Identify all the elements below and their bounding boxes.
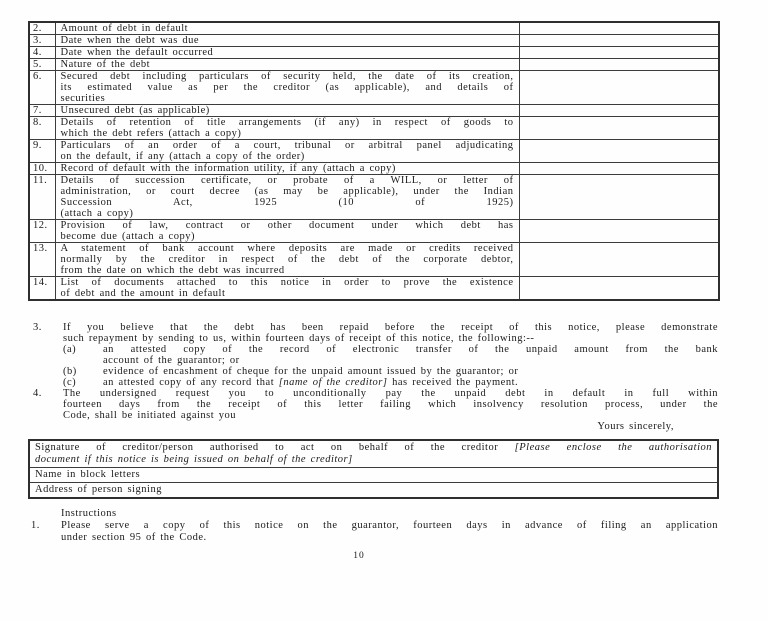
instruction-number: 1. — [31, 520, 40, 531]
value-cell — [519, 35, 719, 47]
table-row — [29, 47, 719, 59]
table-row — [29, 175, 719, 220]
paragraph-3 — [33, 322, 718, 388]
value-cell — [519, 47, 719, 59]
address-person-signing-cell: Address of person signing — [29, 483, 718, 499]
paragraph-4 — [33, 388, 718, 421]
signature-note-italic: document if this notice is being issued on behalf of the creditor] — [35, 454, 353, 465]
row-number: 2. — [29, 22, 55, 35]
subitem-b — [63, 366, 718, 377]
row-description: Unsecured debt (as applicable) — [55, 105, 519, 117]
row-number: 5. — [29, 59, 55, 71]
row-number: 3. — [29, 35, 55, 47]
table-row — [29, 59, 719, 71]
row-description: Provision of law, contract or other document under which debt has become due (attach a copy) — [55, 220, 519, 243]
table-row — [29, 440, 718, 468]
row-description: Nature of the debt — [55, 59, 519, 71]
subitem-c — [63, 377, 718, 388]
table-row — [29, 22, 719, 35]
row-description: Amount of debt in default — [55, 22, 519, 35]
name-block-letters-cell: Name in block letters — [29, 468, 718, 483]
value-cell — [519, 243, 719, 277]
subitem-b-text: evidence of encashment of cheque for the unpaid amount issued by the guarantor; or — [103, 366, 519, 377]
signature-table — [28, 439, 719, 499]
closing-salutation: Yours sincerely, — [597, 421, 674, 432]
instruction-1-text: Please serve a copy of this notice on the guarantor, fourteen days in advance of filing an application under section 95 of the Code. — [61, 520, 718, 543]
italic-placeholder: [name of the creditor] — [278, 377, 388, 388]
paragraph-3-text: If you believe that the debt has been repaid before the receipt of this notice, please demonstrate such repayment by sending to us, within fourteen days of receipt of this notice, the following:-- — [63, 322, 718, 344]
row-number: 7. — [29, 105, 55, 117]
row-description: Details of retention of title arrangements (if any) in respect of goods to which the debt refers (attach a copy) — [55, 117, 519, 140]
table-row — [29, 220, 719, 243]
row-description: Particulars of an order of a court, tribunal or arbitral panel adjudicating on the default, if any (attach a copy of the order) — [55, 140, 519, 163]
row-number: 14. — [29, 277, 55, 301]
row-number: 9. — [29, 140, 55, 163]
signature-label: Signature of creditor/person authorised to act on behalf of the creditor — [35, 442, 515, 453]
row-description: Date when the default occurred — [55, 47, 519, 59]
value-cell — [519, 140, 719, 163]
page-number: 10 — [353, 551, 365, 561]
row-number: 8. — [29, 117, 55, 140]
row-number: 6. — [29, 71, 55, 105]
row-number: 12. — [29, 220, 55, 243]
row-number: 13. — [29, 243, 55, 277]
value-cell — [519, 22, 719, 35]
table-row — [29, 140, 719, 163]
row-number: 10. — [29, 163, 55, 175]
table-row — [29, 163, 719, 175]
value-cell — [519, 175, 719, 220]
row-description: Date when the debt was due — [55, 35, 519, 47]
body-paragraphs — [33, 322, 718, 432]
subitem-label: (a) — [63, 344, 77, 355]
value-cell — [519, 117, 719, 140]
paragraph-4-text: The undersigned request you to unconditionally pay the unpaid debt in default in full within fourteen days from the receipt of this letter failing which insolvency resolution process, under the Code, shall be initiated against you — [63, 388, 718, 421]
table-row — [29, 105, 719, 117]
row-number: 4. — [29, 47, 55, 59]
value-cell — [519, 59, 719, 71]
value-cell — [519, 163, 719, 175]
table-row — [29, 117, 719, 140]
row-description: List of documents attached to this notice in order to prove the existence of debt and the amount in default — [55, 277, 519, 301]
subitem-c-text: an attested copy of any record that [name of the creditor] has received the payment. — [103, 377, 519, 388]
paragraph-number: 4. — [33, 388, 42, 399]
subitem-label: (c) — [63, 377, 77, 388]
subitem-label: (b) — [63, 366, 77, 377]
table-row — [29, 71, 719, 105]
table-row — [29, 277, 719, 301]
instructions-heading: Instructions — [61, 508, 117, 519]
instruction-1 — [31, 520, 718, 544]
subitem-a-text: an attested copy of the record of electronic transfer of the unpaid amount from the bank account of the guarantor; or — [103, 344, 718, 366]
table-row — [29, 483, 718, 499]
debt-particulars-table — [28, 21, 720, 301]
value-cell — [519, 220, 719, 243]
table-row — [29, 468, 718, 483]
row-description: A statement of bank account where deposits are made or credits received normally by the creditor in respect of the debt of the corporate debtor, from the date on which the debt was incurred — [55, 243, 519, 277]
subitem-a — [63, 344, 718, 366]
table-row — [29, 243, 719, 277]
row-description: Record of default with the information utility, if any (attach a copy) — [55, 163, 519, 175]
instructions-section — [31, 508, 718, 544]
value-cell — [519, 277, 719, 301]
paragraph-number: 3. — [33, 322, 42, 333]
row-description: Details of succession certificate, or probate of a WILL, or letter of administration, or court decree (as may be applicable), under the Indian Succession Act, 1925 (10 of 1925) (attach a copy) — [55, 175, 519, 220]
signature-note-italic: [Please enclose the authorisation — [514, 442, 712, 453]
signature-cell — [29, 440, 718, 468]
row-description: Secured debt including particulars of security held, the date of its creation, its estimated value as per the creditor (as applicable), and details of securities — [55, 71, 519, 105]
table-row — [29, 35, 719, 47]
value-cell — [519, 105, 719, 117]
value-cell — [519, 71, 719, 105]
row-number: 11. — [29, 175, 55, 220]
